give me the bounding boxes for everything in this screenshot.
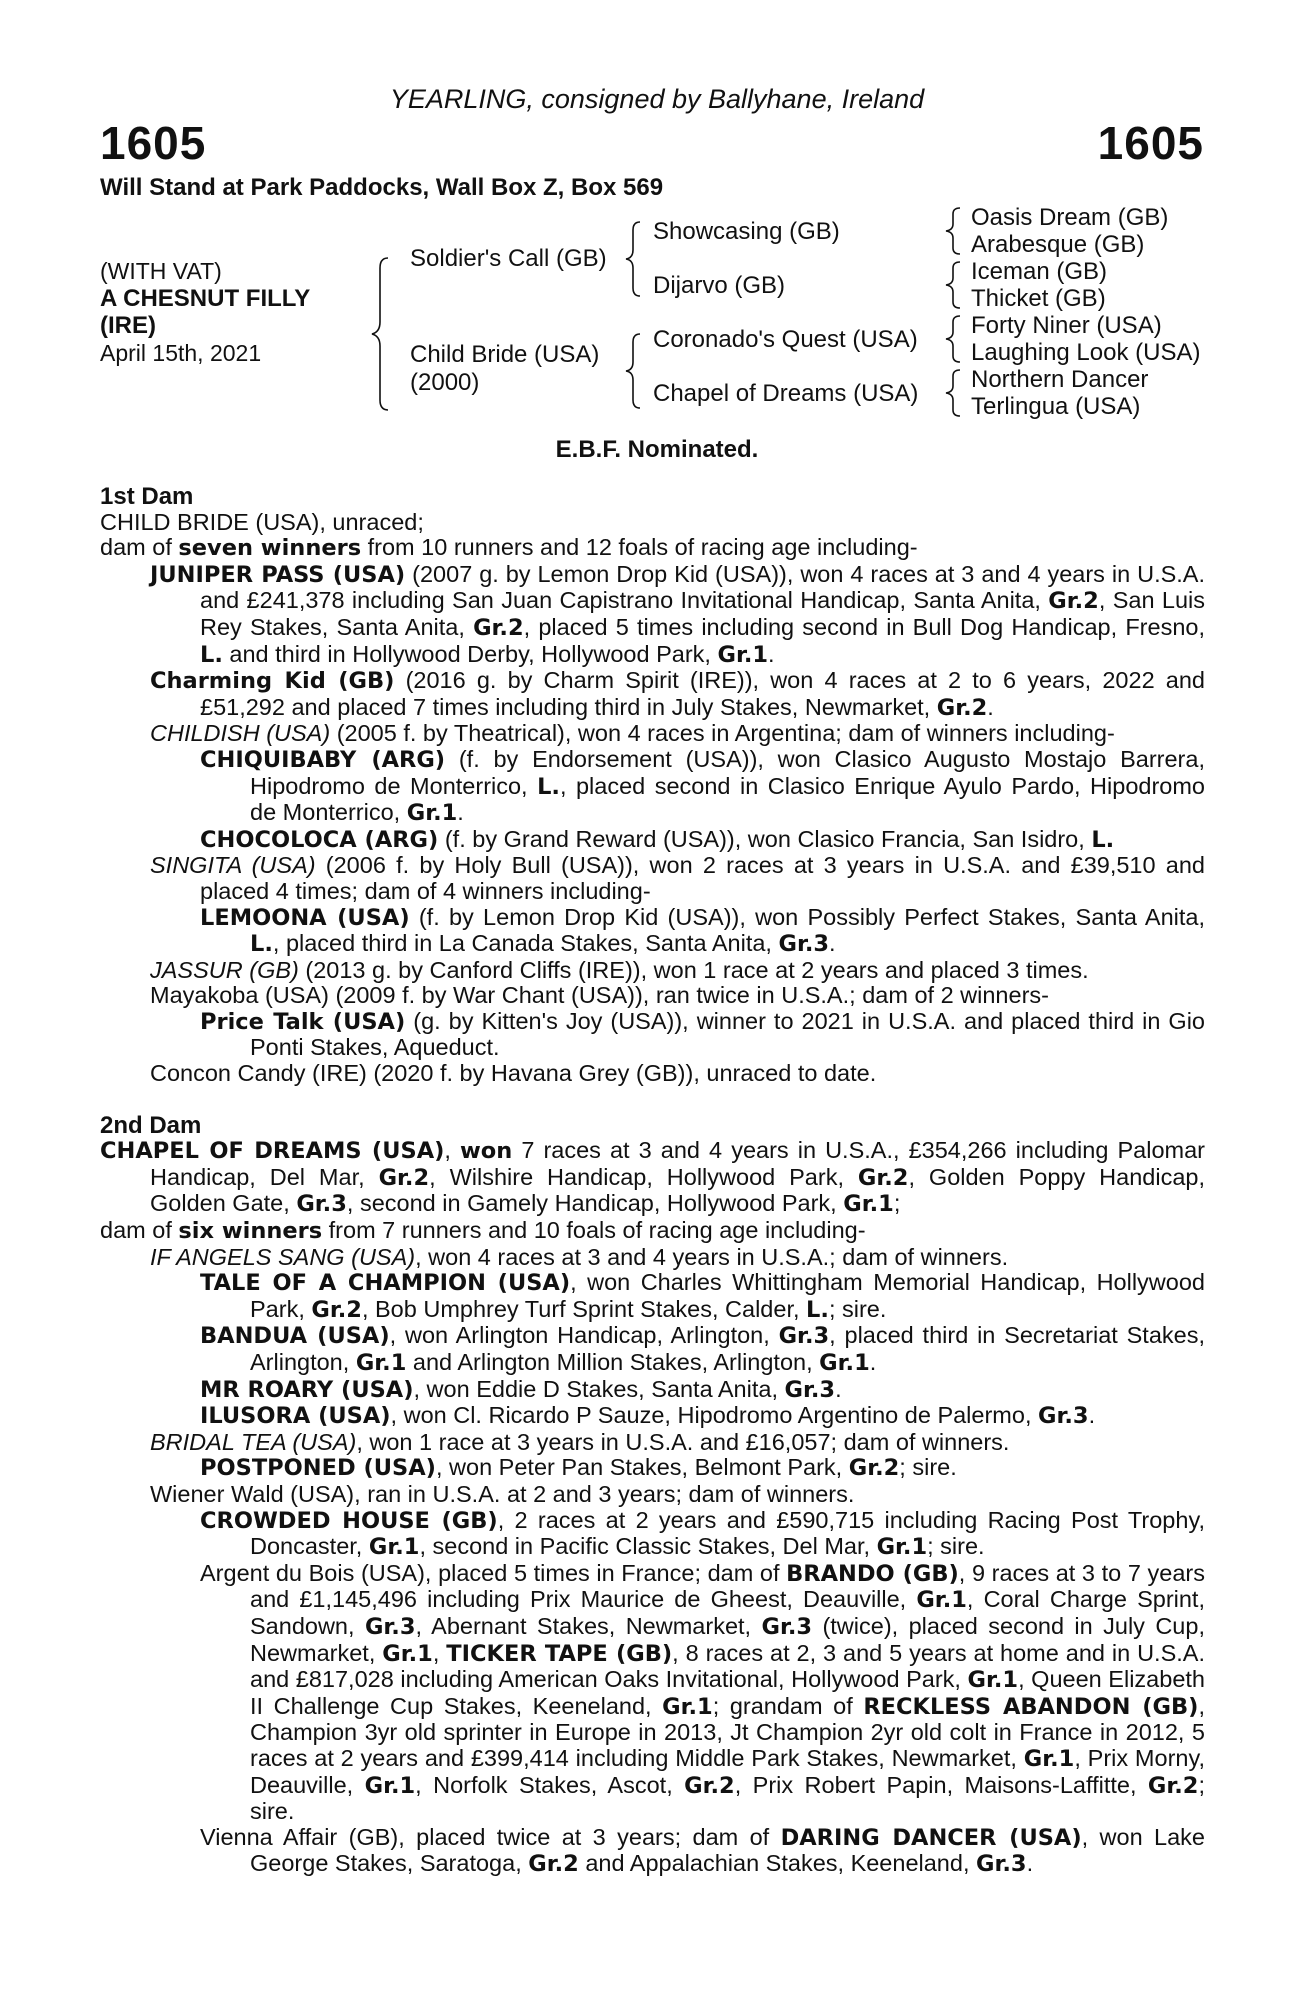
brace-g78 xyxy=(946,370,960,416)
produce-entry: TALE OF A CHAMPION (USA), won Charles Whittingham Memorial Handicap, Hollywood Park, Gr.2, Bob Umphrey Turf Sprint Stakes, Calder, L.; sire. xyxy=(200,1269,1205,1323)
first-dam-line: CHILD BRIDE (USA), unraced; xyxy=(100,508,424,535)
produce-entry: ILUSORA (USA), won Cl. Ricardo P Sauze, Hipodromo Argentino de Palermo, Gr.3. xyxy=(200,1402,1096,1430)
produce-entry: CHIQUIBABY (ARG) (f. by Endorsement (USA)), won Clasico Augusto Mostajo Barrera, Hipodromo de Monterrico, L., placed second in Clasico Enrique Ayulo Pardo, Hipodromo de Monterrico, Gr.1. xyxy=(200,745,1206,827)
brace-main xyxy=(372,258,388,410)
produce-entry: POSTPONED (USA), won Peter Pan Stakes, Belmont Park, Gr.2; sire. xyxy=(200,1454,957,1482)
produce-entry: Concon Candy (IRE) (2020 f. by Havana Grey (GB)), unraced to date. xyxy=(150,1060,877,1087)
produce-entry: Price Talk (USA) (g. by Kitten's Joy (USA)), winner to 2021 in U.S.A. and placed third in Gio Ponti Stakes, Aqueduct. xyxy=(200,1007,1205,1061)
foaling-date: April 15th, 2021 xyxy=(100,340,262,366)
produce-entry: JUNIPER PASS (USA) (2007 g. by Lemon Drop Kid (USA)), won 4 races at 3 and 4 years in U.S.A. and £241,378 including San Juan Capistrano Invitational Handicap, Santa Anita, Gr.2, San Luis Rey Stakes, Santa Anita, Gr.2, placed 5 times including second in Bull Dog Handicap, Fresno, L. and third in Hollywood Derby, Hollywood Park, Gr.1. xyxy=(150,560,1206,668)
dam-year: (2000) xyxy=(410,369,480,396)
ebf-nominated: E.B.F. Nominated. xyxy=(555,436,759,463)
dam-sire: Coronado's Quest (USA) xyxy=(653,326,918,353)
catalogue-body xyxy=(100,484,1205,1878)
brace-dam xyxy=(626,334,640,408)
grandparent-7: Northern Dancer xyxy=(971,366,1149,393)
lot-number-right: 1605 xyxy=(1097,117,1204,169)
vat-note: (WITH VAT) xyxy=(100,258,222,284)
grandparent-4: Thicket (GB) xyxy=(971,285,1106,312)
produce-entry: Vienna Affair (GB), placed twice at 3 years; dam of DARING DANCER (USA), won Lake George Stakes, Saratoga, Gr.2 and Appalachian Stakes, Keeneland, Gr.3. xyxy=(200,1823,1205,1878)
second-dam-summary: dam of six winners from 7 runners and 10 foals of racing age including- xyxy=(100,1217,866,1245)
dam-dam: Chapel of Dreams (USA) xyxy=(653,380,919,407)
produce-entry: CROWDED HOUSE (GB), 2 races at 2 years and £590,715 including Racing Post Trophy, Doncaster, Gr.1, second in Pacific Classic Stakes, Del Mar, Gr.1; sire. xyxy=(200,1506,1205,1561)
produce-entry: IF ANGELS SANG (USA), won 4 races at 3 and 4 years in U.S.A.; dam of winners. xyxy=(150,1243,1009,1270)
grandparent-5: Forty Niner (USA) xyxy=(971,312,1162,339)
grandparent-2: Arabesque (GB) xyxy=(971,231,1145,258)
first-dam-heading: 1st Dam xyxy=(100,483,194,510)
produce-entry: BRIDAL TEA (USA), won 1 race at 3 years in U.S.A. and £16,057; dam of winners. xyxy=(150,1428,1010,1455)
sire: Soldier's Call (GB) xyxy=(410,245,607,272)
dam: Child Bride (USA) xyxy=(410,341,600,368)
brace-g56 xyxy=(946,316,960,362)
produce-entry: JASSUR (GB) (2013 g. by Canford Cliffs (IRE)), won 1 race at 2 years and placed 3 times. xyxy=(150,956,1089,983)
grandparent-3: Iceman (GB) xyxy=(971,258,1108,285)
first-dam-summary: dam of seven winners from 10 runners and 12 foals of racing age including- xyxy=(100,534,918,562)
sire-sire: Showcasing (GB) xyxy=(653,218,840,245)
produce-entry: CHOCOLOCA (ARG) (f. by Grand Reward (USA)), won Clasico Francia, San Isidro, L. xyxy=(200,825,1115,853)
lot-number-left: 1605 xyxy=(100,117,207,169)
grandparent-6: Laughing Look (USA) xyxy=(971,339,1201,366)
grandparent-8: Terlingua (USA) xyxy=(971,393,1141,420)
produce-entry: Charming Kid (GB) (2016 g. by Charm Spirit (IRE)), won 4 races at 2 to 6 years, 2022 and £51,292 and placed 7 times including third in July Stakes, Newmarket, Gr.2. xyxy=(150,667,1205,721)
produce-entry: MR ROARY (USA), won Eddie D Stakes, Santa Anita, Gr.3. xyxy=(200,1375,842,1403)
brace-g12 xyxy=(946,208,960,254)
produce-entry: CHILDISH (USA) (2005 f. by Theatrical), won 4 races in Argentina; dam of winners including- xyxy=(150,720,1115,747)
second-dam-line: CHAPEL OF DREAMS (USA), won 7 races at 3 and 4 years in U.S.A., £354,266 including Palomar Handicap, Del Mar, Gr.2, Wilshire Handicap, Hollywood Park, Gr.2, Golden Poppy Handicap, Golden Gate, Gr.3, second in Gamely Handicap, Hollywood Park, Gr.1; xyxy=(100,1137,1205,1218)
produce-entry: LEMOONA (USA) (f. by Lemon Drop Kid (USA)), won Possibly Perfect Stakes, Santa Anita, L., placed third in La Canada Stakes, Santa Anita, Gr.3. xyxy=(200,903,1205,958)
horse-name-line2: (IRE) xyxy=(100,312,156,339)
horse-name-line1: A CHESNUT FILLY xyxy=(100,285,311,312)
brace-sire xyxy=(626,222,640,296)
produce-entry: Wiener Wald (USA), ran in U.S.A. at 2 and 3 years; dam of winners. xyxy=(150,1480,855,1507)
grandparent-1: Oasis Dream (GB) xyxy=(971,204,1169,231)
consignor-line: YEARLING, consigned by Ballyhane, Ireland xyxy=(389,84,925,114)
brace-g34 xyxy=(946,262,960,308)
sire-dam: Dijarvo (GB) xyxy=(653,272,786,299)
produce-entry: BANDUA (USA), won Arlington Handicap, Arlington, Gr.3, placed third in Secretariat Stakes, Arlington, Gr.1 and Arlington Million Stakes, Arlington, Gr.1. xyxy=(200,1322,1205,1376)
stand-location: Will Stand at Park Paddocks, Wall Box Z, Box 569 xyxy=(100,174,664,201)
produce-entry: Mayakoba (USA) (2009 f. by War Chant (USA)), ran twice in U.S.A.; dam of 2 winners- xyxy=(150,982,1049,1009)
produce-entry: SINGITA (USA) (2006 f. by Holy Bull (USA)), won 2 races at 3 years in U.S.A. and £39,510 and placed 4 times; dam of 4 winners including- xyxy=(150,852,1205,904)
produce-entry: Argent du Bois (USA), placed 5 times in France; dam of BRANDO (GB), 9 races at 3 to 7 years and £1,145,496 including Prix Maurice de Gheest, Deauville, Gr.1, Coral Charge Sprint, Sandown, Gr.3, Abernant Stakes, Newmarket, Gr.3 (twice), placed second in July Cup, Newmarket, Gr.1, TICKER TAPE (GB), 8 races at 2, 3 and 5 years at home and in U.S.A. and £817,028 including American Oaks Invitational, Hollywood Park, Gr.1, Queen Elizabeth II Challenge Cup Stakes, Keeneland, Gr.1; grandam of RECKLESS ABANDON (GB), Champion 3yr old sprinter in Europe in 2013, Jt Champion 2yr old colt in France in 2012, 5 races at 2 years and £399,414 including Middle Park Stakes, Newmarket, Gr.1, Prix Morny, Deauville, Gr.1, Norfolk Stakes, Ascot, Gr.2, Prix Robert Papin, Maisons-Laffitte, Gr.2; sire. xyxy=(200,1559,1206,1825)
second-dam-heading: 2nd Dam xyxy=(100,1111,202,1139)
